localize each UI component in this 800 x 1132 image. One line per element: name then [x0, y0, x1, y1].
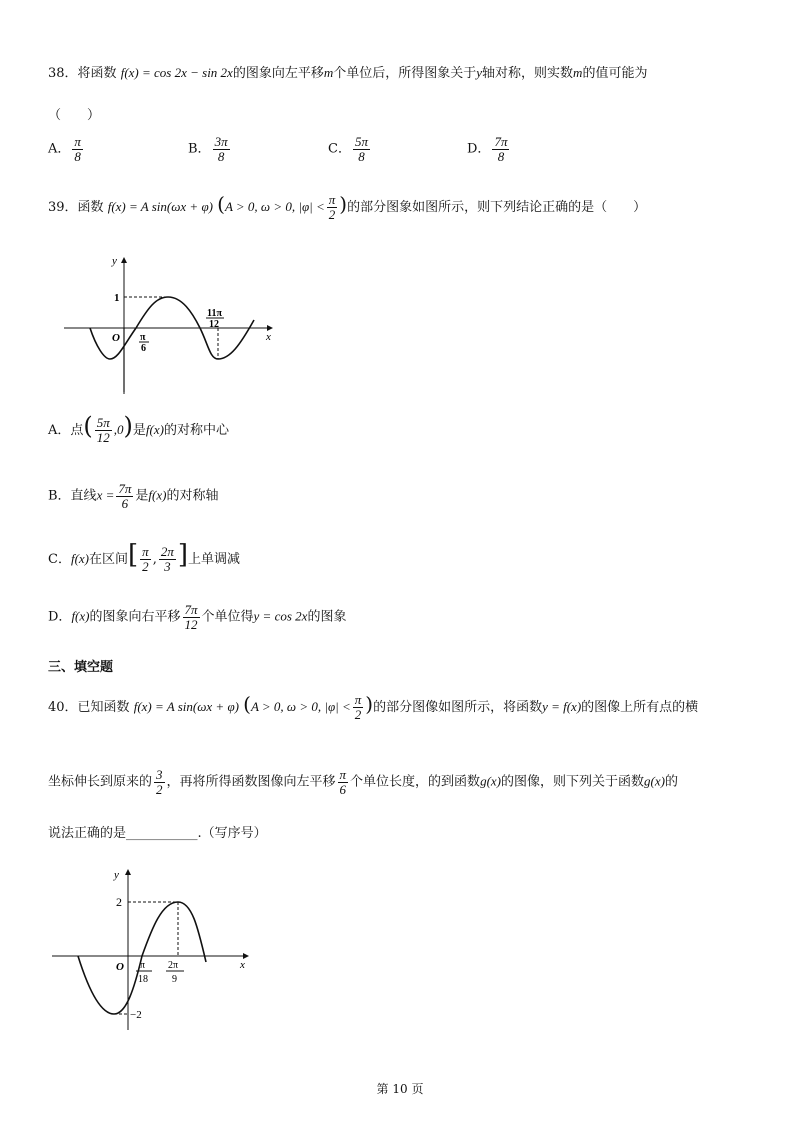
q38-line1	[48, 62, 647, 81]
q39-number: 39．	[48, 200, 78, 215]
option-text: 的图象向右平移	[89, 609, 181, 625]
option-function: f(x)	[148, 487, 167, 503]
origin-label: O	[112, 332, 120, 344]
option-text-2: 上单调减	[188, 552, 241, 567]
q39-graph	[60, 250, 290, 400]
q40-graph	[48, 862, 258, 1034]
option-label: C．	[48, 552, 71, 567]
q40-cond-num: π	[354, 692, 362, 708]
option-denominator: 12	[184, 616, 198, 632]
option-function: f(x)	[145, 422, 164, 437]
option-text-3: 的图象	[307, 609, 347, 625]
x-label: x	[266, 331, 271, 343]
q38-option-a[interactable]	[48, 135, 85, 163]
option-text: 是	[132, 423, 146, 438]
page-footer: 第 10 页	[376, 1082, 424, 1096]
interval-end-num: 2π	[160, 544, 174, 560]
q38-option-c[interactable]	[328, 135, 372, 163]
q39-text-2: 的部分图象如图所示，则下列结论正确的是（ ）	[347, 200, 647, 215]
q38-option-d[interactable]	[467, 135, 511, 163]
option-label: D．	[467, 141, 491, 157]
option-text-2: 的对称中心	[163, 423, 229, 438]
option-denominator: 8	[358, 148, 365, 164]
option-numerator: 7π	[184, 602, 198, 617]
q38-answer-paren: （ ）	[48, 108, 101, 123]
tick-two: 2	[116, 895, 122, 909]
q40-condition: A > 0, ω > 0, |φ| <	[250, 699, 351, 714]
q38-option-b[interactable]	[188, 135, 232, 163]
option-denominator: 12	[96, 430, 110, 445]
option-label: A．点	[48, 423, 84, 438]
q38-m: m	[323, 65, 334, 80]
q40-g-function-2: g(x)	[644, 773, 665, 789]
interval-start-den: 2	[142, 559, 149, 574]
tick-neg2: −2	[130, 1009, 142, 1021]
q38-function: f(x) = cos 2x − sin 2x	[120, 65, 233, 80]
option-label: A．	[48, 141, 71, 157]
option-text-2: 个单位得	[201, 609, 254, 625]
q40-line2-a: 坐标伸长到原来的	[48, 774, 153, 790]
q38-text-2: 的图象向左平移	[232, 66, 324, 81]
option-numerator: 5π	[354, 134, 368, 149]
q38-y: y	[476, 65, 483, 80]
tick-11pi12-num: 11π	[207, 308, 222, 319]
q38-text-1: 将函数	[77, 66, 117, 81]
option-numerator: 7π	[118, 481, 132, 496]
q40-line3: 说法正确的是___________.（写序号）	[48, 826, 267, 841]
origin-label: O	[116, 961, 124, 973]
q40-number: 40．	[48, 700, 78, 715]
option-equation: x =	[96, 487, 115, 503]
option-numerator: 5π	[96, 415, 110, 431]
sine-curve	[78, 902, 206, 1014]
tick-pi18-num: π	[140, 960, 146, 971]
option-label: C．	[328, 141, 351, 157]
q40-g-function: g(x)	[480, 773, 501, 789]
q39-cond-den: 2	[328, 207, 336, 222]
q40-line2-e: 的	[664, 774, 678, 790]
tick-pi6-den: 6	[141, 343, 146, 354]
interval-end-den: 3	[164, 559, 171, 574]
x-label: x	[240, 959, 245, 971]
q40-text-2: 的部分图像如图所示，将函数	[373, 700, 543, 715]
q40-text-3: 的图像上所有点的横	[581, 700, 699, 715]
option-numerator: π	[74, 134, 81, 149]
interval-start-num: π	[142, 544, 149, 560]
tick-pi6-num: π	[140, 332, 146, 343]
section-heading: 三、填空题	[48, 660, 114, 675]
q38-text-4: 轴对称，则实数	[482, 66, 574, 81]
q39-option-c[interactable]: C．f(x)在区间[ $\frac{\pi}{2}$ , $\frac{2\pi}{3}$ ]上单调减	[48, 540, 241, 574]
option-text-2: 的对称轴	[166, 488, 219, 504]
q40-line2	[48, 768, 678, 796]
q40-text-1: 已知函数	[77, 700, 130, 715]
q39-function: f(x) = A sin(ωx + φ)	[107, 199, 213, 214]
q38-text-3: 个单位后，所得图象关于	[333, 66, 477, 81]
q40-line2-c: 个单位长度，的到函数	[350, 774, 481, 790]
option-denominator: 8	[497, 148, 505, 164]
q38-number: 38．	[48, 66, 78, 81]
option-label: D．	[48, 609, 72, 625]
q40-equation: y = f(x)	[542, 699, 582, 714]
tick-one: 1	[114, 292, 120, 304]
q40-line2-d: 的图像，则下列关于函数	[501, 774, 645, 790]
y-label: y	[112, 255, 117, 267]
tick-pi18-den: 18	[138, 974, 148, 985]
stretch-num: 3	[156, 767, 163, 782]
q38-text-5: 的值可能为	[582, 66, 648, 81]
option-function: f(x)	[71, 608, 90, 624]
q40-line1: 40．已知函数 f(x) = A sin(ωx + φ) (A > 0, ω > 0, |φ| < $\frac{\pi}{2}$ )的部分图像如图所示，将函数y = f(x)的图像上所有点的横	[48, 692, 699, 722]
shift-den: 6	[339, 781, 347, 797]
stretch-den: 2	[156, 781, 163, 797]
q39-condition: A > 0, ω > 0, |φ| <	[224, 199, 325, 214]
option-label: B．	[188, 141, 211, 157]
q38-m2: m	[573, 65, 583, 80]
tick-2pi9-num: 2π	[168, 960, 179, 971]
option-function: f(x)	[70, 551, 89, 566]
option-denominator: 6	[121, 495, 129, 511]
option-text: 在区间	[89, 552, 129, 567]
shift-num: π	[339, 767, 347, 782]
q39-cond-num: π	[328, 192, 336, 208]
option-text: 是	[135, 488, 149, 504]
y-label: y	[114, 869, 119, 881]
option-numerator: 3π	[214, 134, 228, 149]
q39-text-1: 函数	[77, 200, 104, 215]
option-numerator: 7π	[494, 134, 508, 149]
option-label: B．直线	[48, 488, 97, 504]
tick-2pi9-den: 9	[172, 974, 177, 985]
tick-11pi12-den: 12	[209, 319, 219, 330]
q40-line2-b: ，再将所得函数图像向左平移	[166, 774, 336, 790]
q40-function: f(x) = A sin(ωx + φ)	[133, 699, 239, 714]
option-point-tail: ,0	[113, 422, 124, 437]
q39-option-d[interactable]	[48, 603, 346, 631]
option-denominator: 8	[74, 148, 81, 164]
q39-option-a[interactable]: A．点( $\frac{5\pi}{12}$ ,0)是f(x)的对称中心	[48, 412, 229, 445]
option-denominator: 8	[217, 148, 225, 164]
q39-stem: 39．函数 f(x) = A sin(ωx + φ) (A > 0, ω > 0, |φ| < $\frac{\pi}{2}$ )的部分图象如图所示，则下列结论正确的是（ ）	[48, 192, 647, 222]
q40-cond-den: 2	[354, 707, 362, 722]
q39-option-b[interactable]	[48, 482, 218, 510]
option-equation: y = cos 2x	[253, 608, 308, 624]
